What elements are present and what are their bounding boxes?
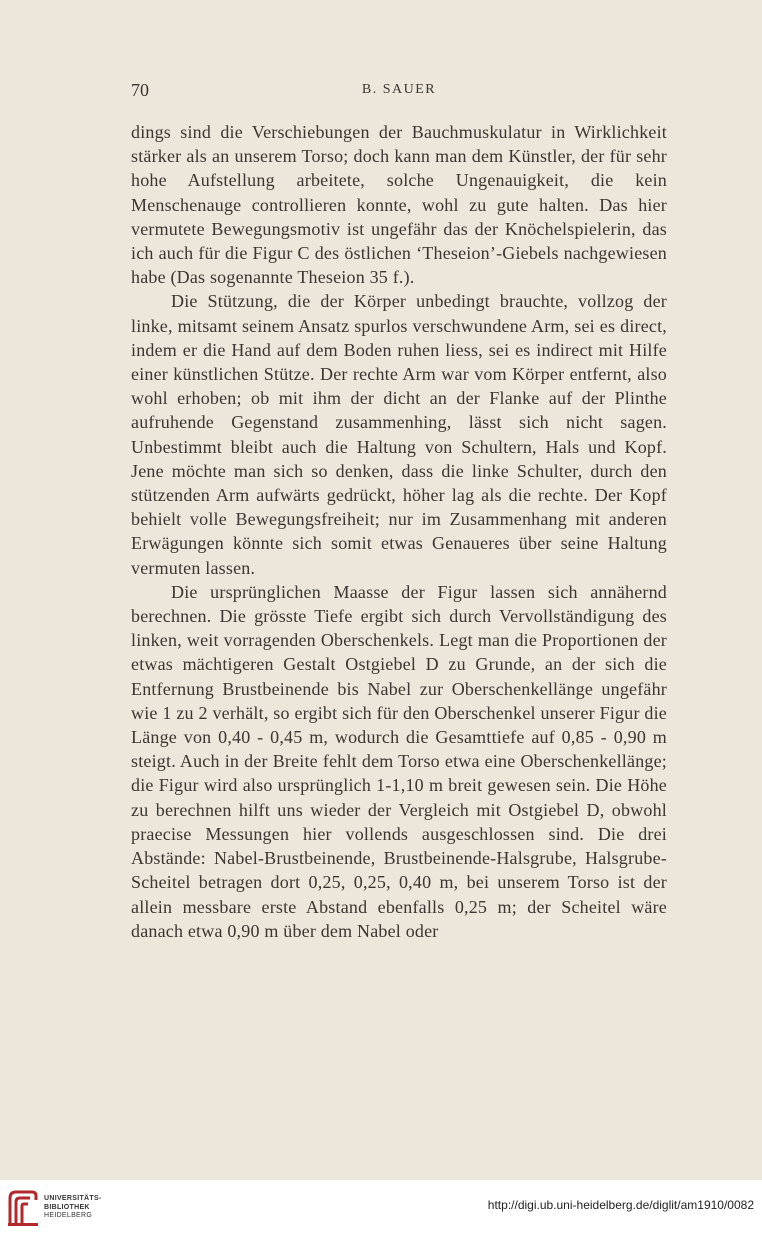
digitization-footer xyxy=(0,1180,762,1236)
paragraph-3: Die ursprünglichen Maasse der Figur lassen sich annähernd berechnen. Die grösste Tiefe ergibt sich durch Vervollständigung des linken, weit vorragenden Oberschenkels. Legt man die Proportionen der etwas mächtigeren Gestalt Ostgiebel D zu Grunde, an der sich die Entfernung Brustbeinende bis Nabel zur Oberschenkellänge ungefähr wie 1 zu 2 verhält, so ergibt sich für den Oberschenkel unserer Figur die Länge von 0,40 - 0,45 m, wodurch die Gesamttiefe auf 0,85 - 0,90 m steigt. Auch in der Breite fehlt dem Torso etwa eine Oberschenkellänge; die Figur wird also ursprünglich 1-1,10 m breit gewesen sein. Die Höhe zu berechnen hilft uns wieder der Vergleich mit Ostgiebel D, obwohl praecise Messungen hier vollends ausgeschlossen sind. Die drei Abstände: Nabel-Brustbeinende, Brustbeinende-Halsgrube, Halsgrube-Scheitel betragen dort 0,25, 0,25, 0,40 m, bei unserem Torso ist der allein messbare erste Abstand ebenfalls 0,25 m; der Scheitel wäre danach etwa 0,90 m über dem Nabel oder xyxy=(131,581,667,941)
library-logo-icon xyxy=(6,1188,40,1228)
page-header xyxy=(131,80,667,104)
library-name-line-1: UNIVERSITÄTS- xyxy=(44,1195,102,1202)
library-name-line-2: BIBLIOTHEK xyxy=(44,1203,90,1211)
body-text xyxy=(131,120,667,943)
page-number: 70 xyxy=(131,80,149,100)
source-url-link[interactable]: http://digi.ub.uni-heidelberg.de/diglit/am1910/0082 xyxy=(487,1198,754,1212)
paragraph-2: Die Stützung, die der Körper unbedingt brauchte, vollzog der linke, mitsamt seinem Ansatz spurlos verschwundene Arm, sei es direct, indem er die Hand auf dem Boden ruhen liess, sei es indirect mit Hilfe einer künstlichen Stütze. Der rechte Arm war vom Körper entfernt, also wohl erhoben; ob mit ihm der dicht an der Flanke auf der Plinthe aufruhende Gegenstand zusammenhing, lässt sich nicht sagen. Unbestimmt bleibt auch die Haltung von Schultern, Hals und Kopf. Jene möchte man sich so denken, dass die linke Schulter, durch den stützenden Arm aufwärts gedrückt, höher lag als die rechte. Der Kopf behielt volle Bewegungsfreiheit; nur im Zusammenhang mit anderen Erwägungen könnte sich somit etwas Genaueres über seine Haltung vermuten lassen. xyxy=(131,291,667,578)
paragraph-1: dings sind die Verschiebungen der Bauchmuskulatur in Wirklichkeit stärker als an unserem Torso; doch kann man dem Künstler, der für sehr hohe Aufstellung arbeitete, solche Ungenauigkeit, die kein Menschenauge controllieren konnte, wohl zu gute halten. Das hier vermutete Bewegungsmotiv ist ungefähr das der Knöchelspielerin, das ich auch für die Figur C des östlichen ‘Theseion’-Giebels nachgewiesen habe (Das sogenannte Theseion 35 f.). xyxy=(131,122,667,288)
running-head: B. SAUER xyxy=(361,82,437,97)
library-name xyxy=(44,1195,102,1221)
library-name-line-3: HEIDELBERG xyxy=(44,1212,93,1219)
